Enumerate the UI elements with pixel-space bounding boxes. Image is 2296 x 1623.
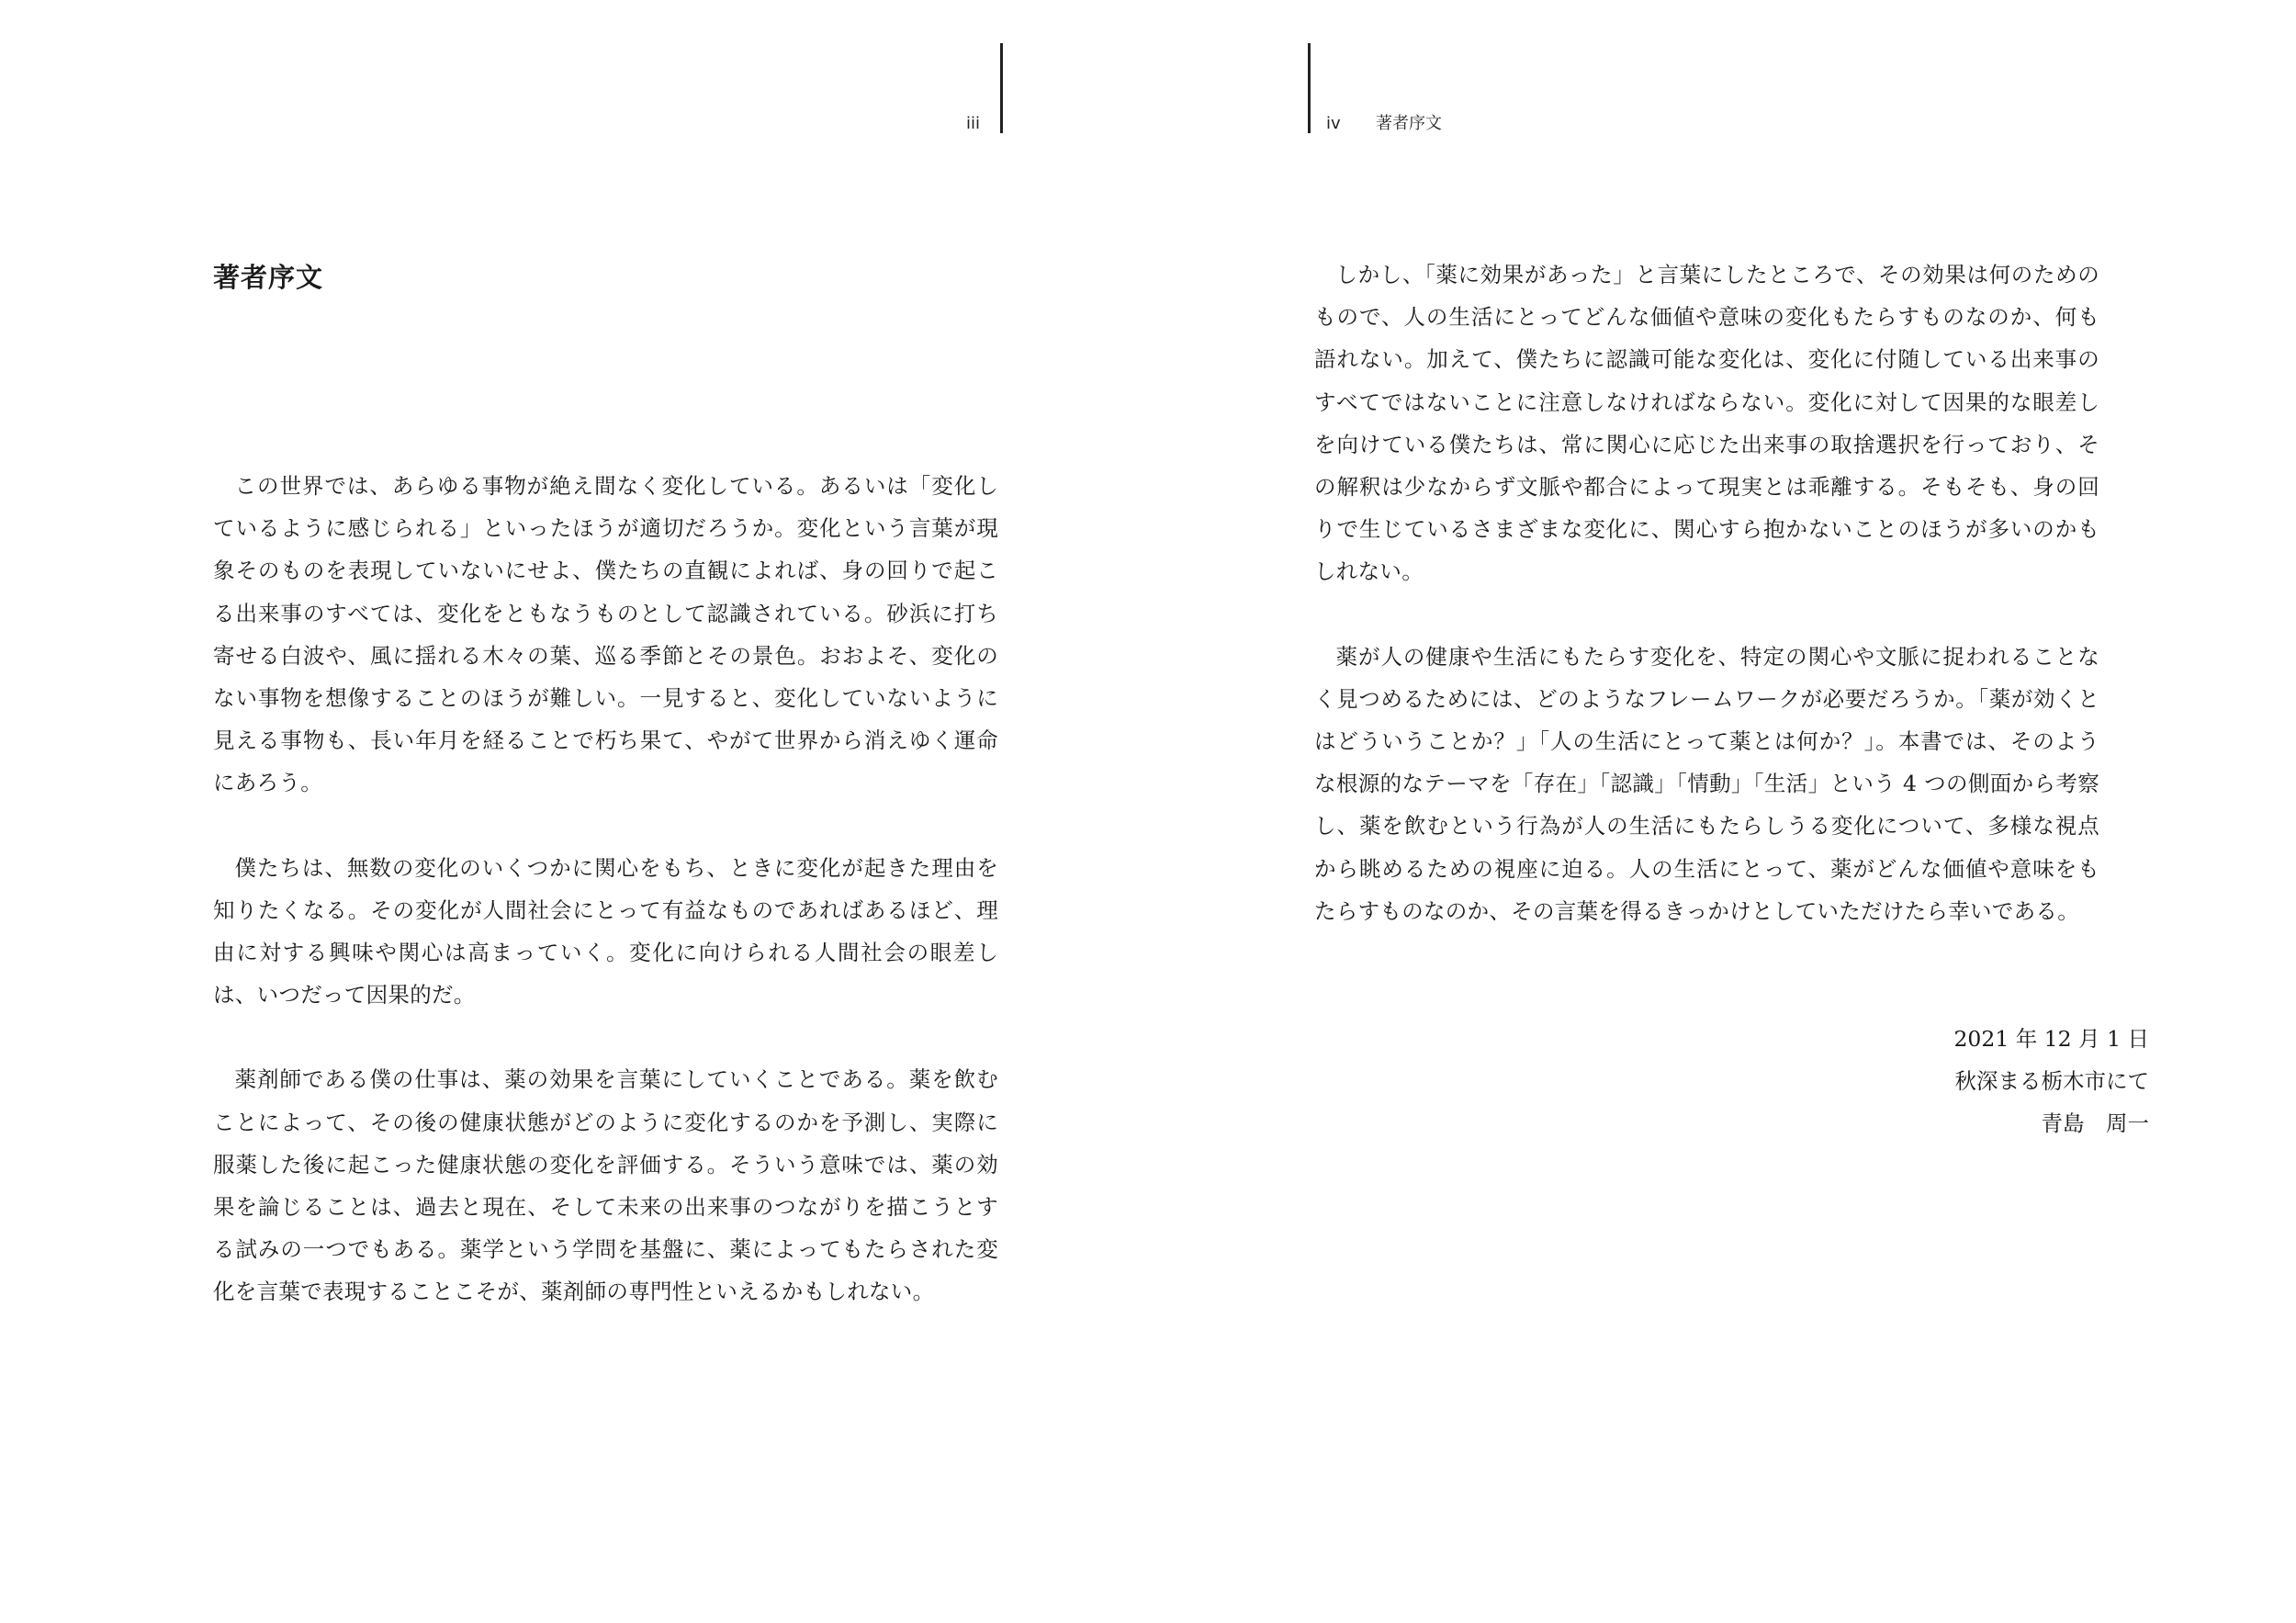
right-body-text (1314, 254, 2099, 975)
paragraph: 僕たちは、無数の変化のいくつかに関心をもち、ときに変化が起きた理由を知りたくなる。その変化が人間社会にとって有益なものであればあるほど、理由に対する興味や関心は高まっていく。変化に向けられる人間社会の眼差しは、いつだって因果的だ。 (213, 854, 998, 1009)
header-rule (1000, 43, 1003, 133)
right-page (1148, 0, 2296, 1623)
chapter-title: 著者序文 (213, 262, 324, 293)
paragraph: 薬剤師である僕の仕事は、薬の効果を言葉にしていくことである。薬を飲むことによって、その後の健康状態がどのように変化するのかを予測し、実際に服薬した後に起こった健康状態の変化を評価する。そういう意味では、薬の効果を論じることは、過去と現在、そして未来の出来事のつながりを描こうとする試みの一つでもある。薬学という学問を基盤に、薬によってもたらされた変化を言葉で表現することこそが、薬剤師の専門性といえるかもしれない。 (213, 1066, 998, 1305)
paragraph: この世界では、あらゆる事物が絶え間なく変化している。あるいは「変化しているように感じられる」といったほうが適切だろうか。変化という言葉が現象そのものを表現していないにせよ、僕たちの直観によれば、身の回りで起こる出来事のすべては、変化をともなうものとして認識されている。砂浜に打ち寄せる白波や、風に揺れる木々の葉、巡る季節とその景色。おおよそ、変化のない事物を想像することのほうが難しい。一見すると、変化していないように見える事物も、長い年月を経ることで朽ち果て、やがて世界から消えゆく運命にあろう。 (213, 473, 998, 796)
page-number: iv (1326, 114, 1341, 133)
header-rule (1308, 43, 1311, 133)
signature-place: 秋深まる栃木市にて (1954, 1068, 2149, 1095)
signature-author: 青島 周一 (2041, 1110, 2149, 1137)
left-body-text (213, 465, 998, 1356)
page-number: iii (966, 114, 981, 133)
paragraph: 薬が人の健康や生活にもたらす変化を、特定の関心や文脈に捉われることなく見つめるためには、どのようなフレームワークが必要だろうか。「薬が効くとはどういうことか？」「人の生活にとって薬とは何か？」。本書では、そのような根源的なテーマを「存在」「認識」「情動」「生活」という 4 つの側面から考察し、薬を飲むという行為が人の生活にもたらしうる変化について、多様な視点から眺めるための視座に迫る。人の生活にとって、薬がどんな価値や意味をもたらすものなのか、その言葉を得るきっかけとしていただけたら幸いである。 (1314, 643, 2099, 924)
running-header: 著者序文 (1376, 114, 1442, 133)
paragraph: しかし、「薬に効果があった」と言葉にしたところで、その効果は何のためのもので、人の生活にとってどんな価値や意味の変化もたらすものなのか、何も語れない。加えて、僕たちに認識可能な変化は、変化に付随している出来事のすべてではないことに注意しなければならない。変化に対して因果的な眼差しを向けている僕たちは、常に関心に応じた出来事の取捨選択を行っており、その解釈は少なからず文脈や都合によって現実とは乖離する。そもそも、身の回りで生じているさまざまな変化に、関心すら抱かないことのほうが多いのかもしれない。 (1314, 262, 2099, 585)
signature-date: 2021 年 12 月 1 日 (1953, 1026, 2149, 1052)
signature-block (1953, 1018, 2149, 1145)
